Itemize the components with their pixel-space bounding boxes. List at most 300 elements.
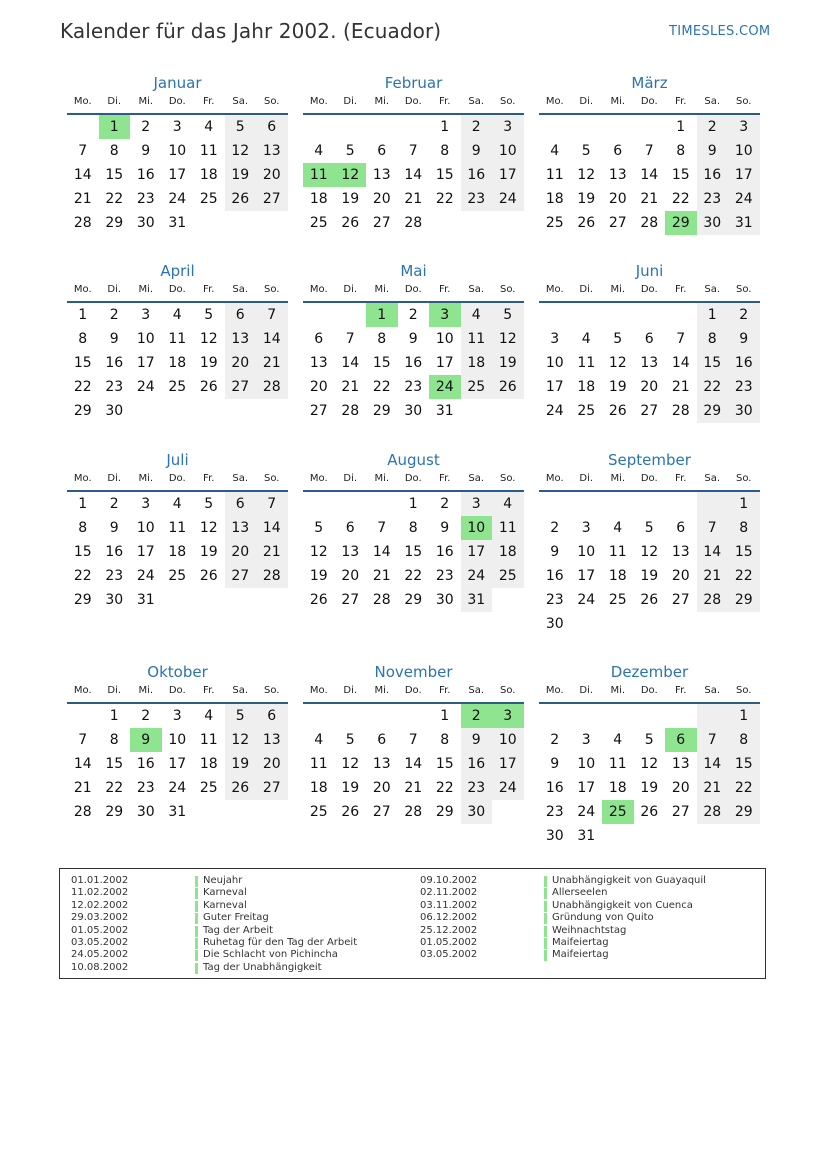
day-cell: 24 [136,568,155,584]
day-cell: 16 [461,163,493,187]
day-cell: 22 [671,191,690,207]
day-cell: 27 [225,564,257,588]
weekday-label: Mi. [610,284,626,295]
day-cell: 6 [225,492,257,516]
day-cell: 9 [109,520,119,536]
day-cell: 11 [199,143,218,159]
month-juli [67,448,288,612]
legend-holiday-name: Gründung von Quito [552,912,654,924]
empty-cell [256,800,288,824]
weekday-header [303,684,524,702]
day-cell: 8 [78,520,88,536]
day-cell: 20 [671,568,690,584]
day-cell: 18 [545,191,564,207]
day-cell: 28 [341,403,360,419]
month-title: Februar [384,74,443,92]
day-cell: 26 [341,804,360,820]
day-cell: 24 [577,804,596,820]
day-cell: 26 [341,215,360,231]
day-cell: 30 [136,804,155,820]
day-cell: 4 [204,708,214,724]
day-cell: 6 [225,303,257,327]
weekday-label: Do. [640,284,658,295]
day-cell: 17 [492,163,524,187]
day-cell: 9 [109,331,119,347]
empty-cell [193,399,225,423]
day-cell: 10 [461,516,493,540]
day-cell: 12 [577,167,596,183]
day-cell: 18 [577,379,596,395]
day-cell: 30 [461,800,493,824]
day-cell: 28 [256,375,288,399]
day-cell: 17 [136,355,155,371]
legend-item [420,887,706,899]
day-cell: 26 [577,215,596,231]
weekday-label: Mo. [309,96,328,107]
day-cell: 24 [429,375,461,399]
legend-color-marker [195,888,198,899]
day-cell: 22 [435,191,454,207]
empty-cell [492,800,524,824]
day-cell: 26 [199,568,218,584]
day-cell: 22 [404,568,423,584]
day-cell: 13 [309,355,328,371]
day-cell: 7 [78,732,88,748]
day-cell: 29 [73,403,92,419]
day-cell: 7 [345,331,355,347]
day-grid [539,115,760,235]
legend-item [420,937,706,949]
day-grid [303,115,524,235]
weekday-header [303,95,524,113]
weekday-label: Sa. [704,473,721,484]
day-cell: 14 [341,355,360,371]
day-cell: 7 [408,143,418,159]
day-cell: 5 [225,704,257,728]
day-cell: 5 [613,331,623,347]
holiday-legend [59,868,766,979]
empty-cell [602,824,634,848]
day-cell: 7 [644,143,654,159]
legend-item [420,875,706,887]
legend-date: 03.05.2002 [420,949,478,961]
legend-holiday-name: Weihnachtstag [552,924,627,936]
weekday-label: Sa. [232,96,249,107]
day-cell: 10 [728,139,760,163]
day-cell: 23 [545,592,564,608]
day-cell: 22 [697,375,729,399]
day-cell: 24 [168,780,187,796]
legend-date: 09.10.2002 [420,875,478,886]
day-cell: 2 [408,307,418,323]
weekday-label: So. [264,96,280,107]
weekday-label: Di. [579,96,594,107]
empty-cell [492,588,524,612]
day-cell: 3 [172,708,182,724]
weekday-label: Fr. [203,284,215,295]
weekday-label: Do. [404,284,422,295]
day-cell: 9 [130,728,162,752]
day-cell: 20 [256,163,288,187]
day-cell: 21 [404,191,423,207]
weekday-label: Mi. [138,284,154,295]
day-cell: 24 [577,592,596,608]
day-cell: 27 [372,804,391,820]
legend-holiday-name: Maifeiertag [552,936,609,948]
day-cell: 12 [199,520,218,536]
legend-color-marker [544,950,547,961]
legend-item [71,949,357,961]
day-cell: 6 [377,732,387,748]
weekday-label: Mo. [545,284,564,295]
weekday-label: Mo. [309,685,328,696]
day-cell: 21 [697,776,729,800]
empty-cell [539,115,571,139]
day-cell: 23 [461,776,493,800]
day-cell: 24 [545,403,564,419]
day-cell: 20 [608,191,627,207]
day-cell: 8 [676,143,686,159]
empty-cell [571,115,603,139]
empty-cell [539,704,571,728]
day-cell: 19 [640,568,659,584]
day-cell: 2 [109,496,119,512]
day-cell: 30 [105,592,124,608]
day-cell: 14 [73,756,92,772]
month-august [303,448,524,612]
day-cell: 19 [199,544,218,560]
day-cell: 11 [461,327,493,351]
empty-cell [571,492,603,516]
empty-cell [162,588,194,612]
day-cell: 23 [136,191,155,207]
weekday-label: Di. [107,284,122,295]
day-cell: 20 [671,780,690,796]
day-cell: 21 [73,780,92,796]
day-cell: 15 [105,756,124,772]
day-cell: 4 [613,732,623,748]
day-cell: 29 [404,592,423,608]
day-cell: 20 [225,351,257,375]
day-cell: 22 [728,564,760,588]
day-cell: 4 [314,143,324,159]
legend-item [71,925,357,937]
weekday-label: So. [264,685,280,696]
empty-cell [225,588,257,612]
month-title: Januar [153,74,202,92]
weekday-label: Fr. [203,96,215,107]
day-cell: 2 [141,119,151,135]
day-cell: 27 [256,187,288,211]
month-title: September [608,451,691,469]
empty-cell [539,303,571,327]
empty-cell [602,115,634,139]
weekday-label: Fr. [439,284,451,295]
day-cell: 16 [545,568,564,584]
empty-cell [697,824,729,848]
empty-cell [398,704,430,728]
weekday-header [67,472,288,490]
day-cell: 17 [168,167,187,183]
weekday-label: Do. [404,96,422,107]
legend-holiday-name: Maifeiertag [552,949,609,961]
weekday-label: Do. [640,473,658,484]
day-cell: 13 [372,167,391,183]
weekday-label: Do. [168,685,186,696]
weekday-label: Mo. [73,284,92,295]
legend-item [420,925,706,937]
weekday-label: Fr. [439,96,451,107]
day-cell: 21 [671,379,690,395]
legend-column-left [71,875,357,974]
day-cell: 27 [309,403,328,419]
day-cell: 19 [608,379,627,395]
day-cell: 27 [608,215,627,231]
day-cell: 10 [492,728,524,752]
day-cell: 16 [105,544,124,560]
month-oktober [67,660,288,824]
day-cell: 5 [204,496,214,512]
day-cell: 17 [492,752,524,776]
day-cell: 23 [461,187,493,211]
day-cell: 14 [404,167,423,183]
day-cell: 12 [199,331,218,347]
weekday-label: Di. [107,685,122,696]
legend-color-marker [544,876,547,887]
day-cell: 15 [105,167,124,183]
weekday-label: So. [500,685,516,696]
empty-cell [67,704,99,728]
weekday-label: Sa. [232,685,249,696]
month-title: Dezember [610,663,689,681]
day-cell: 11 [309,756,328,772]
day-cell: 13 [671,756,690,772]
day-cell: 17 [577,780,596,796]
day-cell: 4 [492,492,524,516]
weekday-label: Sa. [468,96,485,107]
day-cell: 1 [109,708,119,724]
day-cell: 25 [602,800,634,824]
day-cell: 15 [435,167,454,183]
day-cell: 4 [613,520,623,536]
weekday-label: So. [500,96,516,107]
weekday-label: Fr. [439,685,451,696]
day-cell: 9 [550,544,560,560]
day-cell: 20 [372,191,391,207]
day-cell: 14 [256,516,288,540]
day-cell: 17 [461,540,493,564]
weekday-header [539,95,760,113]
day-cell: 21 [404,780,423,796]
day-cell: 25 [199,780,218,796]
day-cell: 30 [545,616,564,632]
day-cell: 9 [728,327,760,351]
empty-cell [335,704,367,728]
day-cell: 8 [728,728,760,752]
day-cell: 28 [404,215,423,231]
day-cell: 26 [225,776,257,800]
day-cell: 1 [676,119,686,135]
legend-color-marker [544,913,547,924]
legend-color-marker [195,950,198,961]
day-cell: 9 [440,520,450,536]
weekday-label: Mo. [309,284,328,295]
empty-cell [193,211,225,235]
legend-date: 10.08.2002 [71,961,129,973]
day-cell: 12 [341,756,360,772]
day-cell: 16 [136,167,155,183]
day-cell: 3 [492,115,524,139]
weekday-label: Mo. [73,473,92,484]
day-cell: 13 [341,544,360,560]
empty-cell [602,612,634,636]
weekday-label: Di. [107,96,122,107]
legend-holiday-name: Die Schlacht von Pichincha [203,949,338,961]
day-cell: 2 [440,496,450,512]
day-cell: 27 [256,776,288,800]
day-cell: 1 [78,307,88,323]
day-cell: 25 [492,564,524,588]
empty-cell [571,704,603,728]
day-cell: 20 [640,379,659,395]
day-cell: 26 [225,187,257,211]
day-cell: 28 [640,215,659,231]
weekday-header [303,283,524,301]
legend-holiday-name: Tag der Unabhängigkeit [203,961,322,973]
day-cell: 3 [172,119,182,135]
day-grid [67,492,288,612]
empty-cell [162,399,194,423]
day-cell: 13 [671,544,690,560]
day-cell: 5 [204,307,214,323]
weekday-label: Di. [343,96,358,107]
day-cell: 9 [697,139,729,163]
weekday-label: Di. [579,284,594,295]
legend-item [420,949,706,961]
day-cell: 1 [408,496,418,512]
day-grid [539,492,760,636]
legend-item [71,962,357,974]
day-cell: 2 [728,303,760,327]
day-cell: 9 [408,331,418,347]
legend-holiday-name: Unabhängigkeit von Cuenca [552,899,693,911]
day-cell: 20 [372,780,391,796]
day-cell: 10 [577,544,596,560]
weekday-label: Sa. [232,284,249,295]
weekday-label: Sa. [468,685,485,696]
day-cell: 11 [303,163,335,187]
day-cell: 23 [105,568,124,584]
legend-date: 29.03.2002 [71,912,129,924]
day-cell: 4 [461,303,493,327]
empty-cell [225,399,257,423]
legend-holiday-name: Ruhetag für den Tag der Arbeit [203,936,358,948]
brand-link[interactable]: TIMESLES.COM [669,24,771,39]
day-cell: 14 [640,167,659,183]
day-cell: 31 [136,592,155,608]
empty-cell [697,704,729,728]
day-cell: 29 [105,804,124,820]
day-cell: 15 [73,355,92,371]
empty-cell [665,612,697,636]
day-cell: 7 [408,732,418,748]
month-title: Juni [635,262,664,280]
day-cell: 18 [492,540,524,564]
empty-cell [366,492,398,516]
day-cell: 30 [545,828,564,844]
day-cell: 31 [728,211,760,235]
empty-cell [366,115,398,139]
weekday-header [539,684,760,702]
empty-cell [665,704,697,728]
weekday-label: Do. [640,96,658,107]
day-grid [67,704,288,824]
day-cell: 26 [199,379,218,395]
day-cell: 22 [435,780,454,796]
day-cell: 16 [461,752,493,776]
day-cell: 9 [550,756,560,772]
day-cell: 22 [73,379,92,395]
month-title: März [631,74,668,92]
weekday-header [67,684,288,702]
weekday-label: So. [736,284,752,295]
month-title: Mai [400,262,427,280]
month-november [303,660,524,824]
day-cell: 12 [335,163,367,187]
month-title: August [387,451,440,469]
weekday-label: So. [736,685,752,696]
day-cell: 20 [225,540,257,564]
day-cell: 24 [492,187,524,211]
day-cell: 2 [550,520,560,536]
day-cell: 10 [136,331,155,347]
day-cell: 24 [461,564,493,588]
day-cell: 27 [341,592,360,608]
weekday-label: Do. [404,473,422,484]
empty-cell [193,800,225,824]
empty-cell [665,824,697,848]
day-cell: 6 [665,728,697,752]
day-cell: 30 [697,211,729,235]
empty-cell [697,612,729,636]
empty-cell [335,115,367,139]
day-grid [539,704,760,848]
day-cell: 28 [73,804,92,820]
day-cell: 18 [309,191,328,207]
day-cell: 9 [461,728,493,752]
day-cell: 22 [105,191,124,207]
empty-cell [303,704,335,728]
weekday-label: Mi. [610,685,626,696]
day-cell: 31 [577,828,596,844]
empty-cell [492,399,524,423]
day-cell: 28 [697,588,729,612]
day-cell: 3 [429,303,461,327]
day-cell: 21 [640,191,659,207]
day-cell: 17 [728,163,760,187]
empty-cell [303,115,335,139]
legend-date: 06.12.2002 [420,912,478,924]
weekday-label: Do. [404,685,422,696]
day-cell: 26 [608,403,627,419]
day-cell: 24 [728,187,760,211]
month-april [67,259,288,423]
day-cell: 6 [256,704,288,728]
day-cell: 4 [204,119,214,135]
day-cell: 16 [545,780,564,796]
legend-item [71,912,357,924]
empty-cell [429,211,461,235]
